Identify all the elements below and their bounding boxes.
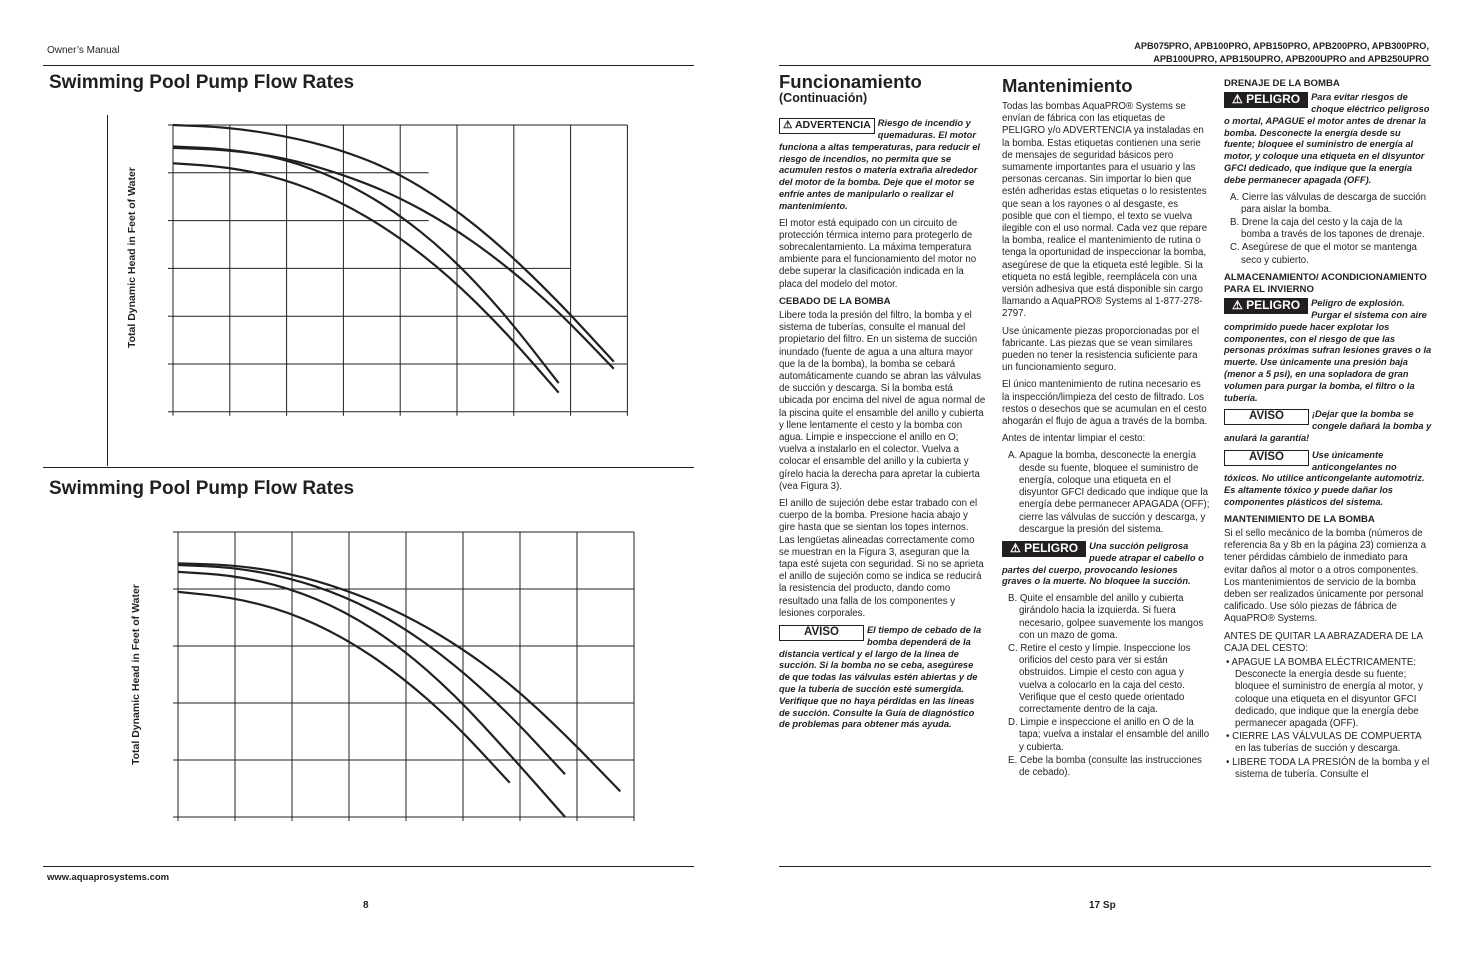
model-list-line2: APB100UPRO, APB150UPRO, APB200UPRO and APB250UPRO — [1153, 53, 1429, 64]
footer-rule-right — [779, 866, 1431, 867]
bullet-libere: • LIBERE TODA LA PRESIÓN de la bomba y el sistema de tubería. Consulte el — [1226, 756, 1430, 780]
website-link[interactable]: www.aquaprosystems.com — [47, 872, 170, 883]
chart1-ylabel: Total Dynamic Head in Feet of Water — [126, 167, 138, 348]
mantenimiento-title: Mantenimiento — [1002, 75, 1133, 96]
aviso-text: El tiempo de cebado de la bomba dependerá de la distancia vertical y el largo de la línea de succión. Si la bomba no se ceba, asegúrese de que todas las válvulas estén abiertas y de que la tubería de succión esté sumergida. Verifique que no haya pérdidas en las líneas de succión. Consulte la Guía de diagnóstico de problemas para obtener más ayuda. — [779, 625, 982, 730]
column-mantenimiento — [1002, 76, 1210, 784]
aviso-badge: AVISO — [1224, 450, 1309, 466]
aviso-badge: AVISO — [1224, 409, 1309, 425]
column-funcionamiento — [779, 72, 986, 736]
chart1-title: Swimming Pool Pump Flow Rates — [49, 72, 355, 93]
peligro-text: Una succión peligrosa puede atrapar el cabello o partes del cuerpo, provocando lesiones graves o la muerte. No bloquee la succión. — [1002, 540, 1204, 587]
cesto-paragraph: El único mantenimiento de rutina necesario es la inspección/limpieza del cesto de filtrado. Los restos o desechos que se acumulan en el cesto ahogarán el flujo de agua a través de la bomba. — [1002, 379, 1208, 428]
series-line-4 — [178, 592, 510, 783]
drenaje-step-c: C. Asegúrese de que el motor se mantenga seco y cubierto. — [1230, 242, 1417, 266]
advertencia-badge: ⚠ ADVERTENCIA — [779, 118, 875, 134]
chart2-title: Swimming Pool Pump Flow Rates — [49, 478, 355, 499]
sello-paragraph: Si el sello mecánico de la bomba (números de referencia 8a y 8b en la página 23) comienza a tener pérdidas cámbielo de inmediato para evitar daños al motor o a otros componentes. Los mantenimientos de servicio de la bomba deben ser realizados únicamente por personal calificado. Use sólo piezas de fábrica de AquaPRO® Systems. — [1224, 527, 1426, 625]
piezas-paragraph: Use únicamente piezas proporcionadas por el fabricante. Las piezas que se vean similares pueden no tener la resistencia suficiente para un funcionamiento seguro. — [1002, 325, 1200, 374]
series-line-1 — [178, 563, 620, 791]
funcionamiento-subtitle: (Continuación) — [779, 91, 868, 105]
advertencia-warning — [779, 118, 986, 212]
aviso-anticongelante-text: Use únicamente anticongelantes no tóxicos. No utilice anticongelante automotriz. Es altamente tóxico y puede dañar los componentes plásticos del sistema. — [1224, 449, 1425, 507]
drenaje-step-a: A. Cierre las válvulas de descarga de succión para aislar la bomba. — [1230, 191, 1427, 215]
mantenimiento-bomba-heading: MANTENIMIENTO DE LA BOMBA — [1224, 513, 1375, 525]
series-line-2 — [178, 565, 565, 774]
step-d: D. Limpie e inspeccione el anillo en O de la tapa; vuelva a instalar el ensamble del anillo y cubierta. — [1008, 717, 1210, 753]
aviso-congelar-text: ¡Dejar que la bomba se congele dañará la bomba y anulará la garantía! — [1224, 409, 1432, 443]
model-list-line1: APB075PRO, APB100PRO, APB150PRO, APB200PRO, APB300PRO, — [1134, 41, 1429, 51]
peligro-drenaje-text: Para evitar riesgos de choque eléctrico peligroso o mortal, APAGUE el motor antes de drenar la bomba. Desconecte la energía desde su fuente; bloquee el suministro de energía al motor, y coloque una etiqueta en el disyuntor GFCI dedicado, que indique que la energía debe permanecer apagada (OFF). — [1224, 92, 1430, 185]
steps-list-2 — [1002, 593, 1210, 779]
peligro-badge: ⚠ PELIGRO — [1224, 298, 1308, 314]
motor-paragraph: El motor está equipado con un circuito de protección térmica interno para protegerlo de sobrecalentamiento. La máxima temperatura ambiente para el funcionamiento del motor no debe superar la clasificación indicada en la placa del modelo del motor. — [779, 217, 977, 290]
footer-rule-left — [43, 866, 694, 867]
aviso-badge: AVISO — [779, 625, 864, 641]
step-e: E. Cebe la bomba (consulte las instrucciones de cebado). — [1008, 754, 1202, 778]
aviso-warning — [779, 625, 986, 731]
peligro-badge: ⚠ PELIGRO — [1224, 92, 1308, 108]
step-c: C. Retire el cesto y límpie. Inspeccione los orificios del cesto para ver si están obstruidos. Limpie el cesto con agua y vuelva a colocarlo en la caja del cesto. Verifique que el cesto quede orientado correctamente dentro de la caja. — [1008, 642, 1191, 715]
almacenamiento-heading: ALMACENAMIENTO/ ACONDICIONAMIENTO PARA EL INVIERNO — [1224, 271, 1427, 295]
bullet-apague: • APAGUE LA BOMBA ELÉCTRICAMENTE: Desconecte la energía desde su fuente; bloquee el suministro de energía al motor, y coloque una etiqueta en el disyuntor GFCI dedicado, que indique que la energía debe permanecer apagada (OFF). — [1226, 656, 1423, 729]
chart2-ylabel: Total Dynamic Head in Feet of Water — [130, 584, 142, 765]
peligro-explosion-warning — [1224, 298, 1432, 404]
bullet-list — [1224, 657, 1432, 781]
step-a: A. Apague la bomba, desconecte la energía desde su fuente, bloquee el suministro de energía, coloque una etiqueta en el disyuntor GFCI dedicado que indique que la energía debe permanecer APAGADA (OFF); cierre las válvulas de succión y descarga, y descargue la presión del sistema. — [1008, 450, 1210, 535]
step-b: B. Quite el ensamble del anillo y cubierta girándolo hacia la izquierda. Si fuera necesario, golpee suavemente los mangos con un mazo de goma. — [1008, 593, 1204, 641]
bullet-cierre: • CIERRE LAS VÁLVULAS DE COMPUERTA en las tuberías de succión y descarga. — [1226, 731, 1422, 755]
advertencia-text: Riesgo de incendio y quemaduras. El motor funciona a altas temperaturas, para reducir el riesgo de incendios, no permita que se acumulen restos o materia extraña alrededor del motor de la bomba. Deje que el motor se enfríe antes de manipularlo o realizar el mantenimiento. — [779, 118, 980, 211]
funcionamiento-title: Funcionamiento — [779, 71, 922, 92]
anillo-paragraph: El anillo de sujeción debe estar trabado con el cuerpo de la bomba. Presione hacia abajo y gire hasta que se sientan los topes internos. Las lengüetas alineadas correctamente como se muestran en la Figura 3, aseguran que la tapa esté sujeta con seguridad. Si no se aprieta el anillo de sujeción como se indica se reducirá la resistencia del producto, dando como resultado una falla de los componentes y lesiones corporales. — [779, 498, 984, 619]
cebado-heading: CEBADO DE LA BOMBA — [779, 295, 891, 307]
cebado-paragraph: Libere toda la presión del filtro, la bomba y el sistema de tuberías, consulte el manual del propietario del filtro. En un sistema de succión inundado (fuente de agua a una altura mayor que la de la bomba), la bomba se cebará automáticamente cuando se abran las válvulas de succión y descarga. Si la bomba está ubicada por encima del nivel de agua normal de la piscina quite el ensamble del anillo y cubierta y llene lentamente el cesto y la bomba con agua. Limpie e inspeccione el anillo en O; vuelva a instalarlo en el colector. Vuelva a colocar el ensamble del anillo y la cubierta y gírelo hacia la derecha para apretar la cubierta (vea Figura 3). — [779, 310, 986, 492]
antes-paragraph: Antes de intentar limpiar el cesto: — [1002, 433, 1146, 445]
drenaje-list — [1224, 192, 1432, 267]
page-number-right: 17 Sp — [1089, 900, 1116, 911]
manual-label: Owner’s Manual — [47, 45, 120, 56]
aviso-congelar-warning — [1224, 409, 1432, 444]
drenaje-step-b: B. Drene la caja del cesto y la caja de la bomba a través de los tapones de drenaje. — [1230, 216, 1425, 241]
peligro-succion-warning — [1002, 541, 1210, 588]
peligro-drenaje-warning — [1224, 92, 1432, 186]
etiquetas-paragraph: Todas las bombas AquaPRO® Systems se envían de fábrica con las etiquetas de PELIGRO y/o ADVERTENCIA ya instaladas en la bomba. Estas etiquetas contienen una serie de mensajes de seguridad básicos pero sumamente importantes para el usuario y las personas cercanas. Sin importar lo bien que estén adheridas estas etiquetas o lo resistentes que sean a los rayones o al desgaste, es posible que con el tiempo, el texto se vuelva ilegible con el uso normal. Cada vez que repare la bomba, realice el mantenimiento de rutina o tenga la oportunidad de inspeccionar la bomba, asegúrese de que la etiqueta esté legible. Si la etiqueta no está legible, reemplácela con una versión adhesiva que está disponible sin cargo llamando a AquaPRO® Systems al 1-877-278-2797. — [1002, 101, 1208, 320]
aviso-anticongelante-warning — [1224, 450, 1432, 509]
drenaje-heading: DRENAJE DE LA BOMBA — [1224, 78, 1340, 89]
column-drenaje — [1224, 76, 1432, 782]
steps-list — [1002, 450, 1210, 535]
peligro-badge: ⚠ PELIGRO — [1002, 541, 1086, 557]
peligro-explosion-text: Peligro de explosión. Purgar el sistema con aire comprimido puede hacer explotar los componentes, con el riesgo de que las personas próximas sufran lesiones graves o la muerte. Use únicamente una presión baja (menor a 5 psi), en una sopladora de gran volumen para purgar la bomba, el filtro o la tubería. — [1224, 298, 1432, 403]
antes-quitar-paragraph: ANTES DE QUITAR LA ABRAZADERA DE LA CAJA DEL CESTO: — [1224, 630, 1423, 654]
page-number-left: 8 — [363, 900, 369, 911]
